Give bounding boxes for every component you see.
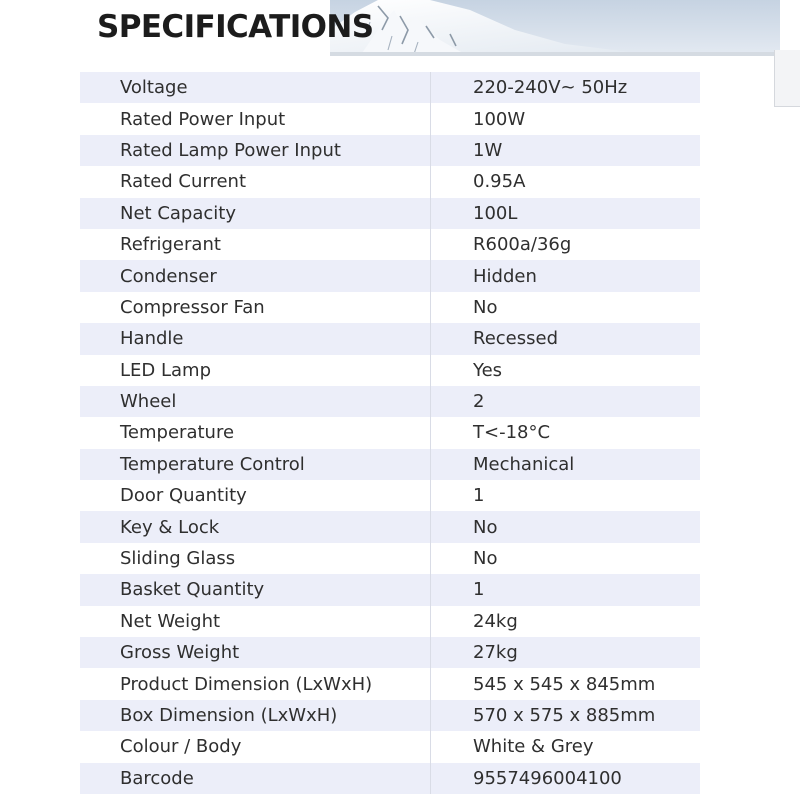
- side-panel-edge: [774, 50, 800, 107]
- spec-label: Basket Quantity: [80, 574, 431, 605]
- spec-label: Rated Power Input: [80, 103, 431, 134]
- spec-row: [80, 229, 700, 260]
- spec-value: 1: [431, 480, 701, 511]
- spec-row: [80, 606, 700, 637]
- spec-label: Box Dimension (LxWxH): [80, 700, 431, 731]
- spec-value: White & Grey: [431, 731, 701, 762]
- spec-value: 220-240V~ 50Hz: [431, 72, 701, 103]
- spec-row: [80, 449, 700, 480]
- spec-row: [80, 763, 700, 794]
- spec-value: Hidden: [431, 260, 701, 291]
- spec-row: [80, 72, 700, 103]
- spec-label: Door Quantity: [80, 480, 431, 511]
- spec-value: 0.95A: [431, 166, 701, 197]
- spec-label: Key & Lock: [80, 511, 431, 542]
- spec-row: [80, 323, 700, 354]
- spec-row: [80, 417, 700, 448]
- spec-label: Net Capacity: [80, 198, 431, 229]
- spec-row: [80, 543, 700, 574]
- mountain-banner-image: [330, 0, 780, 56]
- spec-value: No: [431, 511, 701, 542]
- spec-value: T<-18°C: [431, 417, 701, 448]
- spec-row: [80, 480, 700, 511]
- spec-label: Rated Lamp Power Input: [80, 135, 431, 166]
- page-title: SPECIFICATIONS: [97, 9, 374, 45]
- spec-value: 570 x 575 x 885mm: [431, 700, 701, 731]
- spec-value: Mechanical: [431, 449, 701, 480]
- spec-row: [80, 731, 700, 762]
- spec-value: 9557496004100: [431, 763, 701, 794]
- spec-label: Temperature: [80, 417, 431, 448]
- spec-label: Product Dimension (LxWxH): [80, 668, 431, 699]
- spec-value: 2: [431, 386, 701, 417]
- spec-row: [80, 511, 700, 542]
- specifications-table-body: [80, 72, 700, 794]
- spec-label: Refrigerant: [80, 229, 431, 260]
- spec-label: Sliding Glass: [80, 543, 431, 574]
- spec-row: [80, 574, 700, 605]
- spec-value: Yes: [431, 355, 701, 386]
- spec-row: [80, 292, 700, 323]
- spec-value: 27kg: [431, 637, 701, 668]
- spec-row: [80, 260, 700, 291]
- spec-row: [80, 103, 700, 134]
- spec-value: R600a/36g: [431, 229, 701, 260]
- spec-value: 100W: [431, 103, 701, 134]
- spec-value: 545 x 545 x 845mm: [431, 668, 701, 699]
- spec-label: Wheel: [80, 386, 431, 417]
- spec-value: No: [431, 292, 701, 323]
- spec-row: [80, 668, 700, 699]
- spec-label: Gross Weight: [80, 637, 431, 668]
- spec-row: [80, 135, 700, 166]
- specifications-table: [80, 72, 700, 794]
- spec-value: 1: [431, 574, 701, 605]
- spec-label: Colour / Body: [80, 731, 431, 762]
- spec-label: Rated Current: [80, 166, 431, 197]
- spec-label: Temperature Control: [80, 449, 431, 480]
- spec-label: Compressor Fan: [80, 292, 431, 323]
- spec-label: Condenser: [80, 260, 431, 291]
- spec-value: 24kg: [431, 606, 701, 637]
- spec-label: Handle: [80, 323, 431, 354]
- spec-value: 1W: [431, 135, 701, 166]
- spec-row: [80, 166, 700, 197]
- spec-label: Voltage: [80, 72, 431, 103]
- spec-row: [80, 198, 700, 229]
- spec-label: LED Lamp: [80, 355, 431, 386]
- spec-value: 100L: [431, 198, 701, 229]
- spec-row: [80, 386, 700, 417]
- spec-row: [80, 637, 700, 668]
- spec-value: Recessed: [431, 323, 701, 354]
- spec-value: No: [431, 543, 701, 574]
- spec-row: [80, 700, 700, 731]
- spec-row: [80, 355, 700, 386]
- spec-label: Net Weight: [80, 606, 431, 637]
- spec-label: Barcode: [80, 763, 431, 794]
